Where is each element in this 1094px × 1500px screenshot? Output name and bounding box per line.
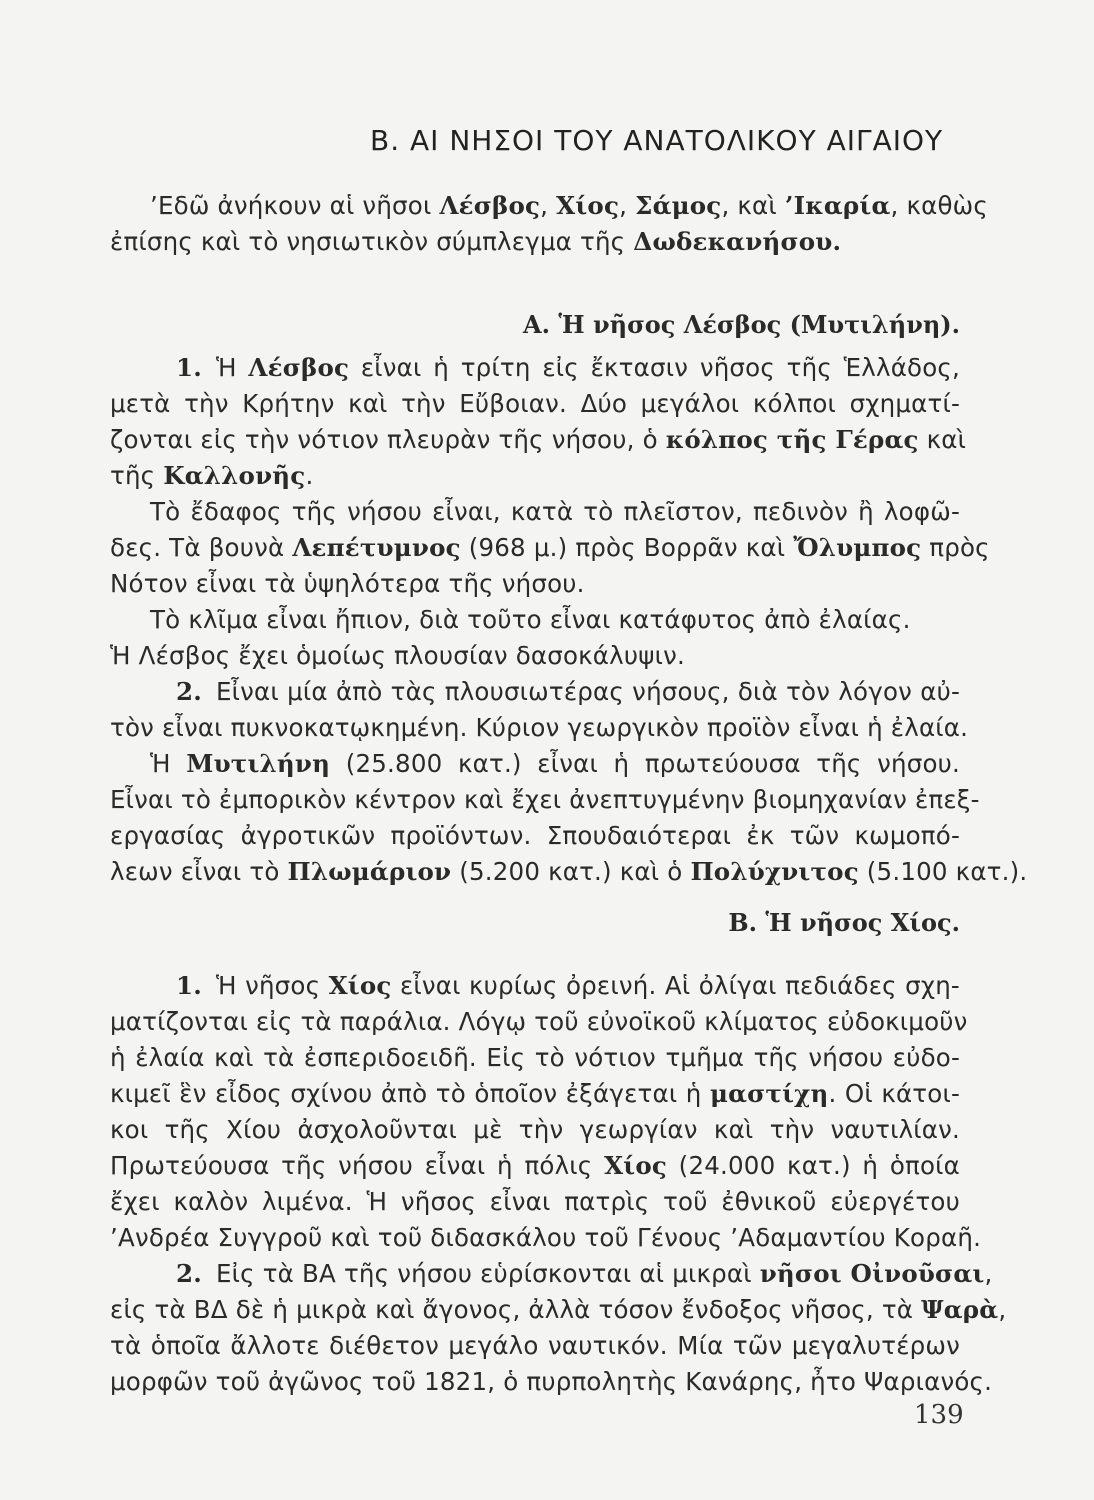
text-run: , καὶ (721, 191, 785, 220)
paragraph-number: 2. (176, 1259, 202, 1288)
text-run: . (305, 461, 314, 490)
text-run: Ἡ (215, 353, 249, 382)
text-line (176, 350, 960, 386)
text-run: τῆς (110, 461, 164, 490)
text-run: κοι τῆς Χίου ἀσχολοῦνται μὲ τὴν γεωργίαν καὶ τὴν ναυτιλίαν. (110, 1115, 960, 1144)
text-run: Εἶναι μία ἀπὸ τὰς πλουσιωτέρας νήσους, διὰ τὸν λόγον αὐ- (215, 677, 960, 706)
text-run: εἰς τὰ ΒΔ δὲ ἡ μικρὰ καὶ ἄγονος, ἀλλὰ τόσον ἔνδοξος νῆσος, τὰ (110, 1295, 922, 1324)
text-run: Τὸ ἔδαφος τῆς νήσου εἶναι, κατὰ τὸ πλεῖστον, πεδινὸν ἢ λοφῶ- (150, 497, 960, 526)
text-run: μορφῶν τοῦ ἀγῶνος τοῦ 1821, ὁ πυρπολητὴς Κανάρης, ἦτο Ψαριανός. (110, 1367, 993, 1396)
bold-term: Χίος (604, 1151, 667, 1180)
bold-term: Καλλονῆς (163, 461, 306, 490)
text-line (110, 818, 960, 854)
text-line (110, 1040, 960, 1076)
text-run: Πρωτεύουσα τῆς νήσου εἶναι ἡ πόλις (110, 1151, 605, 1180)
text-line (150, 602, 960, 638)
bold-term: μαστίχη (709, 1079, 829, 1108)
text-run: τὰ ὁποῖα ἄλλοτε διέθετον μεγάλο ναυτικόν. Μία τῶν μεγαλυτέρων (110, 1331, 960, 1360)
text-line (110, 458, 960, 494)
text-line (110, 530, 990, 566)
text-run: Νότον εἶναι τὰ ὑψηλότερα τῆς νήσου. (110, 569, 585, 598)
section-a-title: Α. Ἡ νῆσος Λέσβος (Μυτιλήνη). (523, 310, 960, 339)
text-line (110, 1328, 960, 1364)
text-run: λεων εἶναι τὸ (110, 857, 288, 886)
text-run: Ἡ νῆσος (215, 971, 329, 1000)
text-line (110, 1076, 960, 1112)
text-run: (5.200 κατ.) καὶ ὁ (451, 857, 691, 886)
text-run: ἡ ἐλαία καὶ τὰ ἐσπεριδοειδῆ. Εἰς τὸ νότιον τμῆμα τῆς νήσου εὐδο- (110, 1043, 960, 1072)
text-line (110, 386, 960, 422)
text-run: ’Ανδρέα Συγγροῦ καὶ τοῦ διδασκάλου τοῦ Γένους ’Αδαμαντίου Κοραῆ. (110, 1223, 982, 1252)
text-run: (968 μ.) πρὸς Βορρᾶν καὶ (460, 533, 794, 562)
text-run: ἐπίσης καὶ τὸ νησιωτικὸν σύμπλεγμα τῆς (110, 227, 634, 256)
text-line (110, 224, 960, 260)
text-run: εἶναι ἡ τρίτη εἰς ἔκτασιν νῆσος τῆς Ἑλλάδος, (349, 353, 960, 382)
text-run: δες. Τὰ βουνὰ (110, 533, 293, 562)
text-line (110, 1220, 982, 1256)
bold-term: Λεπέτυμνος (292, 533, 461, 562)
text-line (110, 854, 1028, 890)
text-run: , (540, 191, 557, 220)
bold-term: Σάμος (635, 191, 722, 220)
bold-term: Λέσβος (439, 191, 541, 220)
text-line (110, 1112, 960, 1148)
text-run: ζονται εἰς τὴν νότιον πλευρὰν τῆς νήσου, ὁ (110, 425, 666, 454)
text-run: Ἡ (150, 749, 187, 778)
text-line (110, 1004, 968, 1040)
text-run: κιμεῖ ἓν εἶδος σχίνου ἀπὸ τὸ ὁποῖον ἐξάγεται ἡ (110, 1079, 710, 1108)
text-line (110, 566, 960, 602)
text-run: Εἶναι τὸ ἐμπορικὸν κέντρον καὶ ἔχει ἀνεπτυγμένην βιομηχανίαν ἐπεξ- (110, 785, 980, 814)
text-run: ’Εδῶ ἀνήκουν αἱ νῆσοι (150, 191, 440, 220)
text-line (176, 968, 960, 1004)
text-line (110, 1364, 993, 1400)
bold-term: νῆσοι Οἰνοῦσαι (759, 1259, 985, 1288)
text-line (110, 710, 969, 746)
text-line (110, 638, 960, 674)
text-run: καὶ (918, 425, 967, 454)
bold-term: κόλπος τῆς Γέρας (665, 425, 919, 454)
text-line (110, 1148, 960, 1184)
bold-term: Πλωμάριον (287, 857, 452, 886)
text-run: ματίζονται εἰς τὰ παράλια. Λόγῳ τοῦ εὐνοϊκοῦ κλίματος εὐδοκιμοῦν (110, 1007, 968, 1036)
chapter-heading: Β. ΑΙ ΝΗΣΟΙ ΤΟΥ ΑΝΑΤΟΛΙΚΟΥ ΑΙΓΑΙΟΥ (370, 124, 944, 157)
text-run: τὸν εἶναι πυκνοκατῳκημένη. Κύριον γεωργικὸν προϊὸν εἶναι ἡ ἐλαία. (110, 713, 969, 742)
bold-term: Λέσβος (248, 353, 350, 382)
text-run: (24.000 κατ.) ἡ ὁποία (667, 1151, 960, 1180)
text-line (150, 188, 988, 224)
text-run: εργασίας ἀγροτικῶν προϊόντων. Σπουδαιότεραι ἐκ τῶν κωμοπό- (110, 821, 960, 850)
text-run: εἶναι κυρίως ὀρεινή. Αἱ ὀλίγαι πεδιάδες σχη- (391, 971, 960, 1000)
bold-term: Δωδεκανήσου. (633, 227, 842, 256)
text-line (150, 746, 960, 782)
text-run: , (998, 1295, 1007, 1324)
text-line (176, 1256, 993, 1292)
text-line (110, 782, 980, 818)
bold-term: ’Ικαρία (784, 191, 891, 220)
text-run: , (984, 1259, 993, 1288)
bold-term: Ψαρὰ (921, 1295, 999, 1324)
bold-term: Ὄλυμπος (793, 533, 922, 562)
page-number: 139 (914, 1400, 964, 1430)
text-run: , καθὼς (890, 191, 988, 220)
bold-term: Μυτιλήνη (186, 749, 331, 778)
text-line (176, 674, 960, 710)
text-run: Εἰς τὰ ΒΑ τῆς νήσου εὑρίσκονται αἱ μικραὶ (215, 1259, 760, 1288)
text-line (110, 1292, 1007, 1328)
paragraph-number: 2. (176, 677, 202, 706)
bold-term: Χίος (328, 971, 392, 1000)
text-run: (5.100 κατ.). (858, 857, 1028, 886)
paragraph-number: 1. (176, 971, 202, 1000)
text-run: μετὰ τὴν Κρήτην καὶ τὴν Εὔβοιαν. Δύο μεγάλοι κόλποι σχηματί- (110, 389, 960, 418)
text-line (150, 494, 960, 530)
bold-term: Χίος (556, 191, 620, 220)
text-run: , (619, 191, 636, 220)
bold-term: Πολύχνιτος (690, 857, 859, 886)
text-line (110, 1184, 960, 1220)
text-run: ἔχει καλὸν λιμένα. Ἡ νῆσος εἶναι πατρὶς τοῦ ἐθνικοῦ εὐεργέτου (110, 1187, 960, 1216)
section-b-title: Β. Ἡ νῆσος Χίος. (728, 908, 960, 937)
text-run: Ἡ Λέσβος ἔχει ὁμοίως πλουσίαν δασοκάλυψιν. (110, 641, 685, 670)
text-run: Τὸ κλῖμα εἶναι ἤπιον, διὰ τοῦτο εἶναι κατάφυτος ἀπὸ ἐλαίας. (150, 605, 911, 634)
text-run: . Οἱ κάτοι- (828, 1079, 960, 1108)
text-run: (25.800 κατ.) εἶναι ἡ πρωτεύουσα τῆς νήσου. (330, 749, 960, 778)
paragraph-number: 1. (176, 353, 202, 382)
text-line (110, 422, 967, 458)
text-run: πρὸς (921, 533, 990, 562)
